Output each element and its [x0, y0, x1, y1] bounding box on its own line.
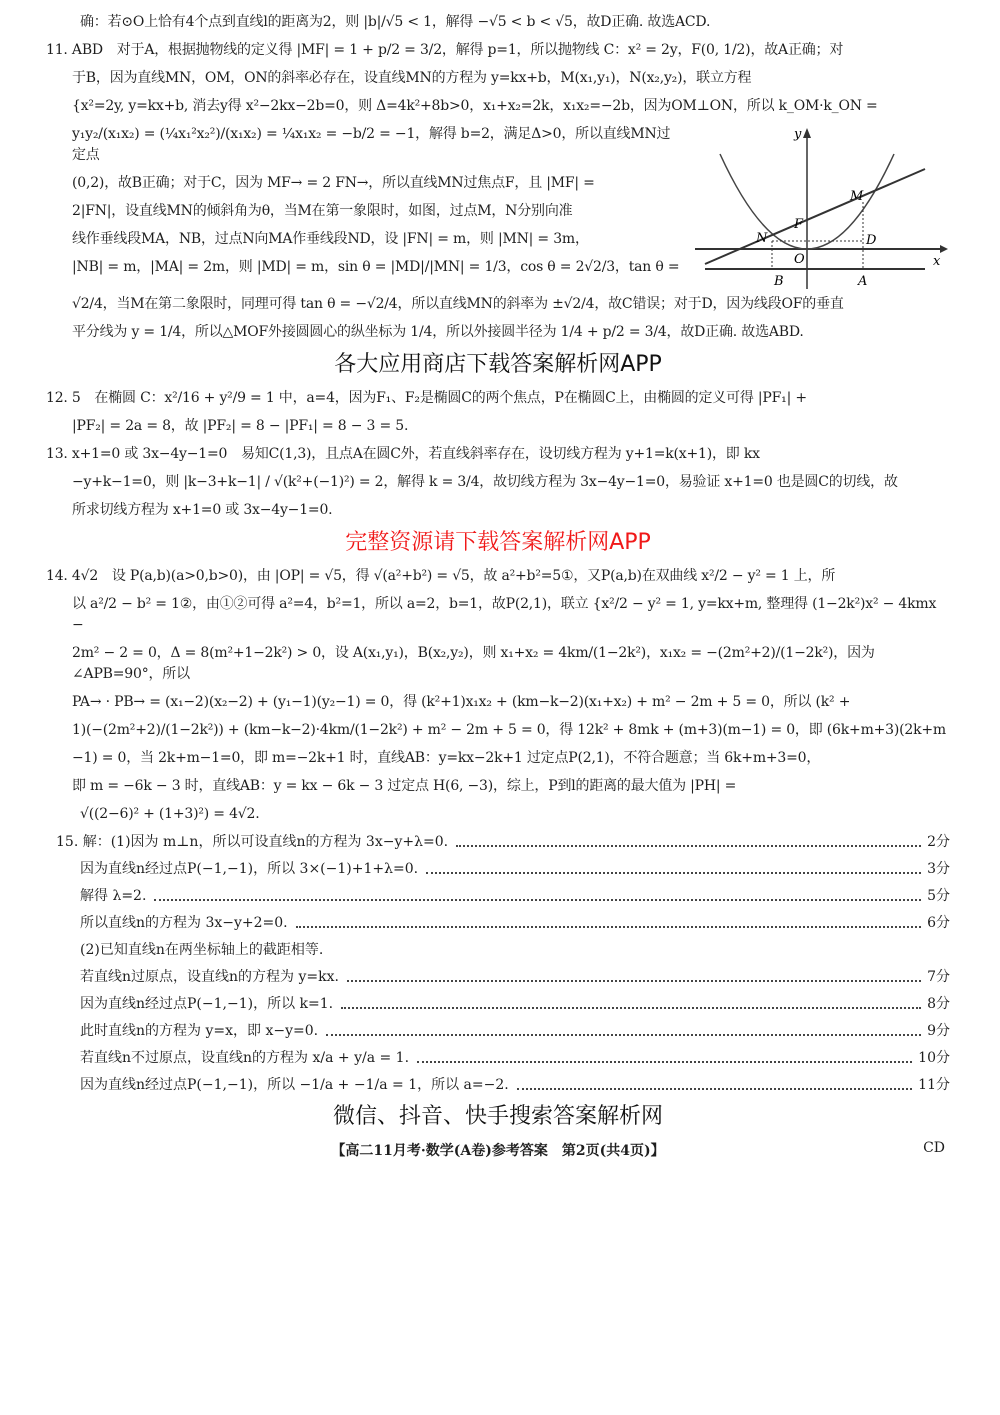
label-d: D: [866, 233, 877, 248]
label-x: x: [933, 254, 941, 269]
footer-code: CD: [923, 1140, 945, 1156]
score-line: [80, 859, 950, 880]
score-line: [80, 1075, 950, 1096]
score-step: 15. 解：(1)因为 m⊥n，所以可设直线n的方程为 3x−y+λ=0.: [56, 834, 449, 850]
score-line: [80, 967, 950, 988]
text-line: |PF₂| = 2a = 8，故 |PF₂| = 8 − |PF₁| = 8 − 3 = 5.: [72, 418, 409, 434]
score-points: 2分: [927, 834, 950, 850]
figure-row: [46, 124, 950, 294]
x-axis-arrow-icon: [940, 245, 948, 253]
solution-text: [46, 12, 950, 825]
leader-dots: [417, 1048, 912, 1063]
score-line: [80, 1021, 950, 1042]
text-line: y₁y₂/(x₁x₂) = (¼x₁²x₂²)/(x₁x₂) = ¼x₁x₂ = −b/2 = −1，解得 b=2，满足Δ>0，所以直线MN过定点: [72, 126, 671, 163]
label-a: A: [858, 274, 868, 289]
leader-dots: [326, 1021, 921, 1036]
score-step: 因为直线n经过点P(−1,−1)，所以 −1/a + −1/a = 1，所以 a=−2.: [80, 1077, 509, 1093]
score-step: 解得 λ=2.: [80, 888, 147, 904]
score-points: 7分: [927, 969, 950, 985]
text-line: 1)(−(2m²+2)/(1−2k²)) + (km−k−2)·4km/(1−2k²) + m² − 2m + 5 = 0，得 12k² + 8mk + (m+3)(m−1) = 0，即 (6k+m+3)(2k+m: [72, 722, 946, 738]
leader-dots: [456, 832, 921, 847]
leader-dots: [347, 967, 921, 982]
question-11-line: 11. ABD 对于A，根据抛物线的定义得 |MF| = 1 + p/2 = 3/2，解得 p=1，所以抛物线 C：x² = 2y，F(0, 1/2)，故A正确；对: [46, 42, 844, 58]
leader-dots: [154, 886, 921, 901]
text-line: 于B，因为直线MN，OM，ON的斜率必存在，设直线MN的方程为 y=kx+b，M(x₁,y₁)，N(x₂,y₂)，联立方程: [72, 70, 752, 86]
score-step: 若直线n不过原点，设直线n的方程为 x/a + y/a = 1.: [80, 1050, 410, 1066]
leader-dots: [341, 994, 921, 1009]
text-line: 2m² − 2 = 0，Δ = 8(m²+1−2k²) > 0，设 A(x₁,y₁)，B(x₂,y₂)，则 x₁+x₂ = 4km/(1−2k²)，x₁x₂ = −(2m²+2)/(1−2k²)，因为∠APB=90°，所以: [72, 645, 875, 682]
text-line: {x²=2y, y=kx+b, 消去y得 x²−2kx−2b=0，则 Δ=4k²+8b>0，x₁+x₂=2k，x₁x₂=−2b，因为OM⊥ON，所以 k_OM·k_ON =: [72, 98, 878, 114]
label-o: O: [794, 252, 805, 267]
figure-side-text: [46, 124, 680, 285]
text-line: √2/4，当M在第二象限时，同理可得 tan θ = −√2/4，所以直线MN的斜率为 ±√2/4，故C错误；对于D，因为线段OF的垂直: [72, 296, 844, 312]
score-points: 10分: [918, 1050, 950, 1066]
score-line: [56, 832, 950, 853]
watermark: 各大应用商店下载答案解析网APP: [334, 352, 662, 377]
text-line: 确：若⊙O上恰有4个点到直线l的距离为2，则 |b|/√5 < 1，解得 −√5 < b < √5，故D正确. 故选ACD.: [80, 14, 711, 30]
question-12-line: 12. 5 在椭圆 C：x²/16 + y²/9 = 1 中，a=4，因为F₁、F₂是椭圆C的两个焦点，P在椭圆C上，由椭圆的定义可得 |PF₁| +: [46, 390, 807, 406]
score-step: (2)已知直线n在两坐标轴上的截距相等.: [80, 942, 324, 958]
text-line: 线作垂线段MA，NB，过点N向MA作垂线段ND，设 |FN| = m，则 |MN| = 3m，: [72, 231, 589, 247]
label-m: M: [850, 189, 864, 204]
label-y: y: [794, 127, 802, 142]
text-line: −y+k−1=0，则 |k−3+k−1| / √(k²+(−1)²) = 2，解得 k = 3/4，故切线方程为 3x−4y−1=0，易验证 x+1=0 也是圆C的切线，故: [72, 474, 898, 490]
text-line: 即 m = −6k − 3 时，直线AB：y = kx − 6k − 3 过定点 H(6, −3)，综上，P到l的距离的最大值为 |PH| =: [72, 778, 737, 794]
text-line: |NB| = m，|MA| = 2m，则 |MD| = m，sin θ = |MD|/|MN| = 1/3，cos θ = 2√2/3，tan θ =: [72, 259, 680, 275]
text-line: 以 a²/2 − b² = 1②，由①②可得 a²=4，b²=1，所以 a=2，b=1，故P(2,1)，联立 {x²/2 − y² = 1, y=kx+m, 整理得 (1−2k²)x² − 4kmx −: [72, 596, 937, 633]
score-points: 6分: [927, 915, 950, 931]
label-b: B: [774, 274, 784, 289]
leader-dots: [426, 859, 921, 874]
score-line: [80, 913, 950, 934]
text-line: 平分线为 y = 1/4，所以△MOF外接圆圆心的纵坐标为 1/4，所以外接圆半径为 1/4 + p/2 = 3/4，故D正确. 故选ABD.: [72, 324, 804, 340]
score-step: 因为直线n经过点P(−1,−1)，所以 k=1.: [80, 996, 334, 1012]
text-line: (0,2)，故B正确；对于C，因为 MF→ = 2 FN→，所以直线MN过焦点F，且 |MF| =: [72, 175, 595, 191]
score-step: 若直线n过原点，设直线n的方程为 y=kx.: [80, 969, 339, 985]
label-f: F: [794, 217, 804, 232]
question-14-line: 14. 4√2 设 P(a,b)(a>0,b>0)，由 |OP| = √5，得 √(a²+b²) = √5，故 a²+b²=5①，又P(a,b)在双曲线 x²/2 − y² = 1 上，所: [46, 568, 836, 584]
leader-dots: [517, 1075, 912, 1090]
page-footer-row: [46, 1140, 950, 1160]
text-line: 2|FN|，设直线MN的倾斜角为θ，当M在第一象限时，如图，过点M，N分别向准: [72, 203, 573, 219]
question-13-line: 13. x+1=0 或 3x−4y−1=0 易知C(1,3)，且点A在圆C外，若直线斜率存在，设切线方程为 y+1=k(x+1)，即 kx: [46, 446, 760, 462]
text-line: PA→ · PB→ = (x₁−2)(x₂−2) + (y₁−1)(y₂−1) = 0，得 (k²+1)x₁x₂ + (km−k−2)(x₁+x₂) + m² − 2m + 5 = 0，所以 (k² +: [72, 694, 851, 710]
score-points: 9分: [927, 1023, 950, 1039]
score-points: 8分: [927, 996, 950, 1012]
score-line: [80, 1048, 950, 1069]
parabola-figure: [690, 124, 950, 294]
score-step: 因为直线n经过点P(−1,−1)，所以 3×(−1)+1+λ=0.: [80, 861, 419, 877]
page-footer: 【高二11月考·数学(A卷)参考答案 第2页(共4页)】: [331, 1143, 665, 1159]
y-axis-arrow-icon: [803, 128, 811, 138]
score-points: 3分: [927, 861, 950, 877]
text-line: √((2−6)² + (1+3)²) = 4√2.: [80, 806, 260, 822]
score-points: 11分: [918, 1077, 950, 1093]
leader-dots: [296, 913, 921, 928]
score-line: [80, 886, 950, 907]
label-n: N: [756, 231, 768, 246]
text-line: 所求切线方程为 x+1=0 或 3x−4y−1=0.: [72, 502, 333, 518]
score-line: [80, 994, 950, 1015]
score-step: 所以直线n的方程为 3x−y+2=0.: [80, 915, 288, 931]
watermark: 完整资源请下载答案解析网APP: [345, 530, 651, 555]
score-line: [80, 940, 950, 961]
score-step: 此时直线n的方程为 y=x，即 x−y=0.: [80, 1023, 319, 1039]
score-points: 5分: [927, 888, 950, 904]
watermark: 微信、抖音、快手搜索答案解析网: [332, 1104, 663, 1129]
question-15-scoring: [46, 832, 950, 1096]
text-line: −1) = 0，当 2k+m−1=0，即 m=−2k+1 时，直线AB：y=kx−2k+1 过定点P(2,1)，不符合题意；当 6k+m+3=0，: [72, 750, 821, 766]
